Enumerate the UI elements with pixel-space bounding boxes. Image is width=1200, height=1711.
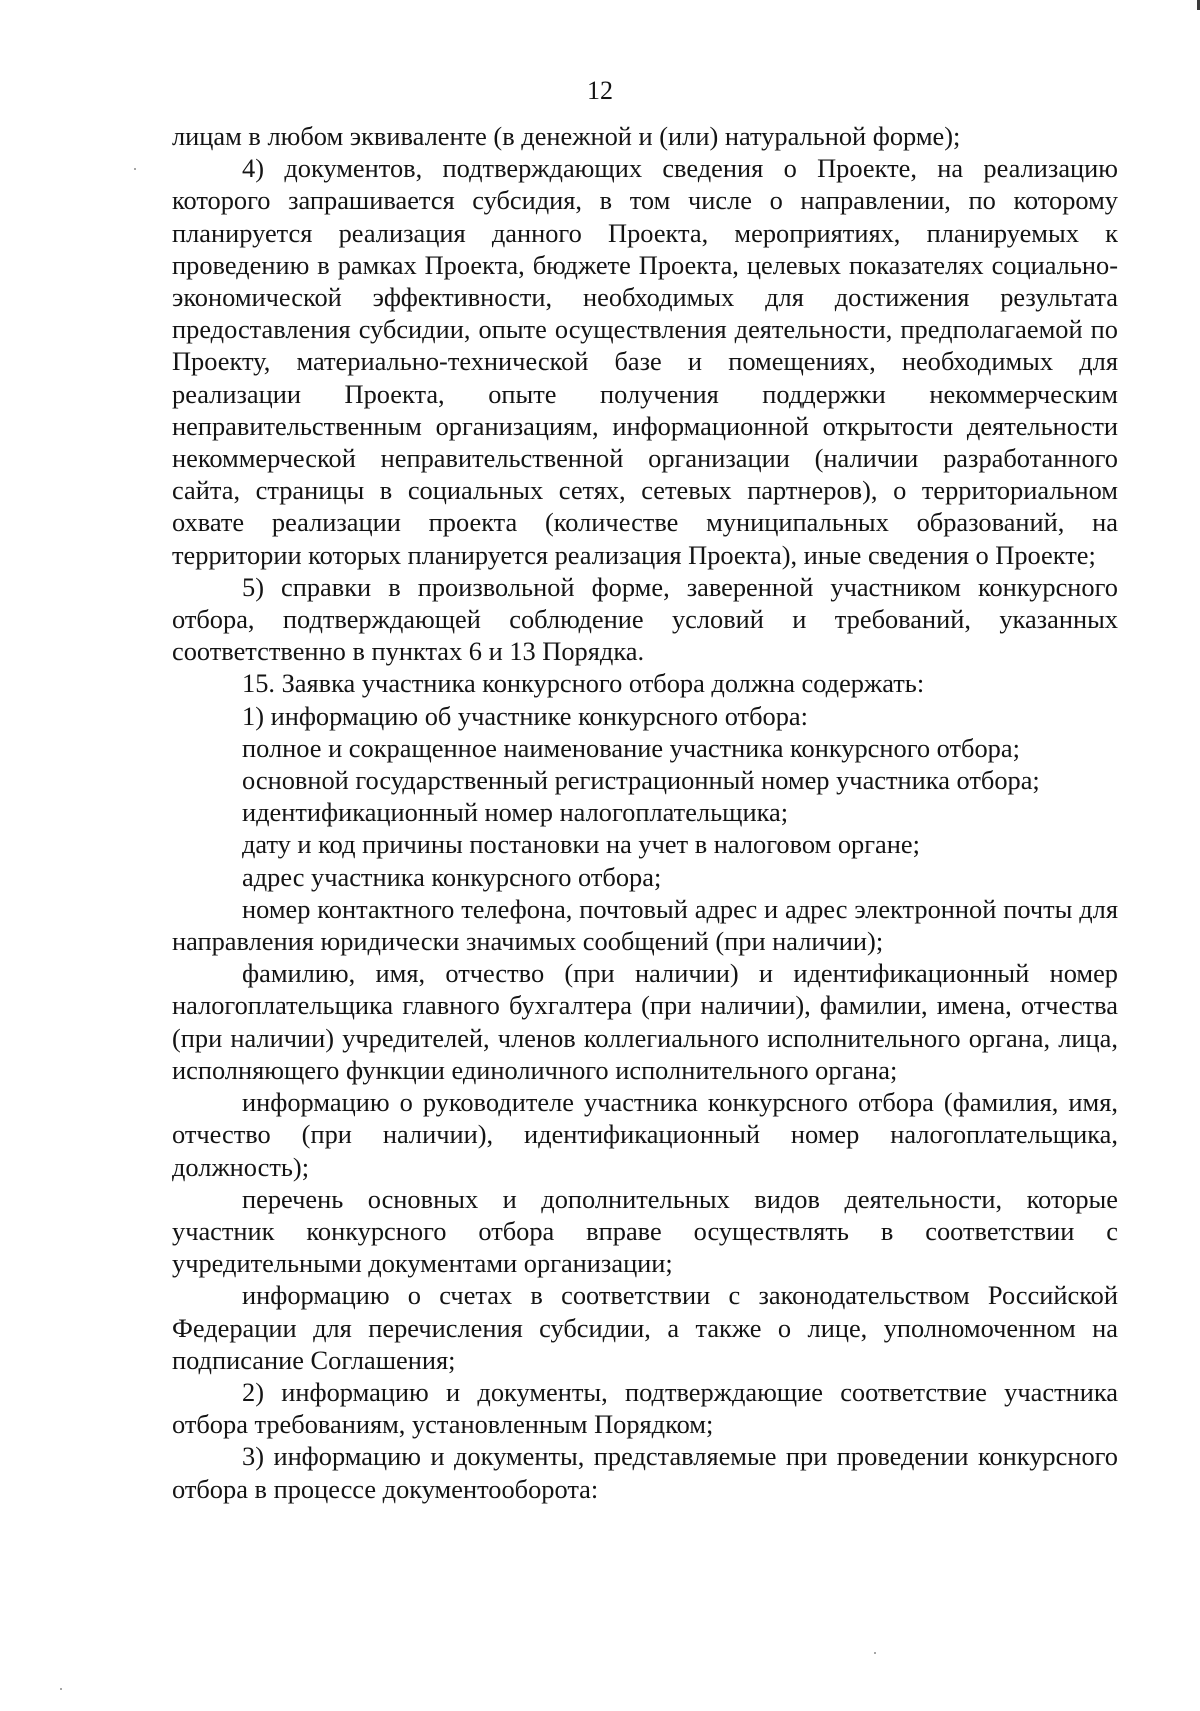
- paragraph-item-5-certificate: 5) справки в произвольной форме, заверенной участником конкурсного отбора, подтверждающей соблюдение условий и требований, указанных соответственно в пунктах 6 и 13 Порядка.: [172, 571, 1118, 667]
- document-body: [172, 120, 1118, 1505]
- paragraph-kpp-date: дату и код причины постановки на учет в налоговом органе;: [242, 829, 920, 860]
- paragraph-continuation: лицам в любом эквиваленте (в денежной и (или) натуральной форме);: [172, 121, 961, 151]
- scan-speck: [134, 168, 136, 170]
- paragraph-accounts: информацию о счетах в соответствии с законодательством Российской Федерации для перечисления субсидии, а также о лице, уполномоченном на подписание Соглашения;: [172, 1280, 1118, 1375]
- paragraph-item-3-documents: 3) информацию и документы, представляемые при проведении конкурсного отбора в процессе документооборота:: [172, 1441, 1118, 1504]
- paragraph-contacts: номер контактного телефона, почтовый адрес и адрес электронной почты для направления юридически значимых сообщений (при наличии);: [172, 893, 1118, 957]
- paragraph-item-4-project-documents: 4) документов, подтверждающих сведения о Проекте, на реализацию которого запрашивается субсидия, в том числе о направлении, по которому планируется реализация данного Проекта, мероприятиях, планируемых к проведению в рамках Проекта, бюджете Проекта, целевых показателях социально-экономической эффективности, необходимых для достижения результата предоставления субсидии, опыте осуществления деятельности, предполагаемой по Проекту, материально-технической базе и помещениях, необходимых для реализации Проекта, опыте получения поддержки некоммерческим неправительственным организациям, информационной открытости деятельности некоммерческой неправительственной организации (наличии разработанного сайта, страницы в социальных сетях, сетевых партнеров), о территориальном охвате реализации проекта (количестве муниципальных образований, на территории которых планируется реализация Проекта), иные сведения о Проекте;: [172, 153, 1118, 570]
- paragraph-full-name: полное и сокращенное наименование участника конкурсного отбора;: [242, 732, 1020, 763]
- page-number: 12: [587, 76, 613, 105]
- paragraph-item-2-compliance: 2) информацию и документы, подтверждающие соответствие участника отбора требованиям, установленным Порядком;: [172, 1376, 1118, 1440]
- paragraph-activities: перечень основных и дополнительных видов деятельности, которые участник конкурсного отбора вправе осуществлять в соответствии с учредительными документами организации;: [172, 1183, 1118, 1279]
- paragraph-director-info: информацию о руководителе участника конкурсного отбора (фамилия, имя, отчество (при наличии), идентификационный номер налогоплательщика, должность);: [172, 1087, 1118, 1182]
- paragraph-ogrn: основной государственный регистрационный номер участника отбора;: [242, 765, 1040, 796]
- paragraph-accountant-founders: фамилию, имя, отчество (при наличии) и идентификационный номер налогоплательщика главного бухгалтера (при наличии), фамилии, имена, отчества (при наличии) учредителей, членов коллегиального исполнительного органа, лица, исполняющего функции единоличного исполнительного органа;: [172, 958, 1118, 1085]
- scan-speck: [874, 1652, 876, 1654]
- paragraph-item-1-participant-info: 1) информацию об участнике конкурсного отбора:: [242, 700, 808, 731]
- paragraph-address: адрес участника конкурсного отбора;: [242, 861, 662, 892]
- scan-speck: [60, 1688, 62, 1690]
- paragraph-inn: идентификационный номер налогоплательщика;: [242, 797, 789, 828]
- paragraph-section-15: 15. Заявка участника конкурсного отбора должна содержать:: [242, 668, 925, 699]
